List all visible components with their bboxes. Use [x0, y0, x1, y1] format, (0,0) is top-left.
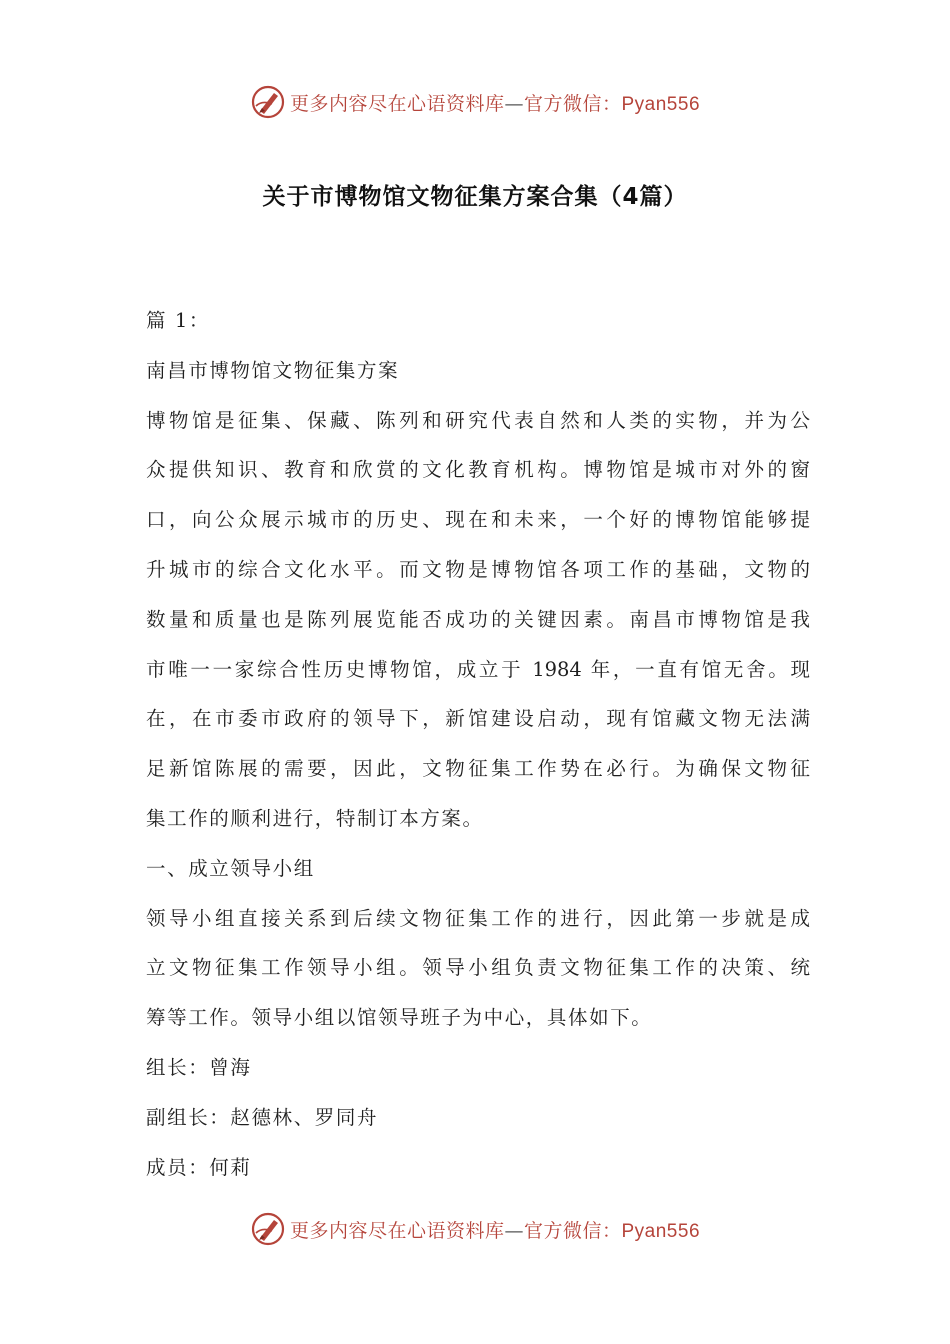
member-entry: 成员：何莉 [146, 1155, 252, 1179]
paragraph-line: 在，在市委市政府的领导下，新馆建设启动，现有馆藏文物无法满 [146, 707, 810, 731]
paragraph-line: 市唯一一家综合性历史博物馆，成立于 1984 年，一直有馆无舍。现 [146, 657, 810, 681]
document-title: 关于市博物馆文物征集方案合集（4篇） [262, 184, 688, 210]
paragraph-line: 众提供知识、教育和欣赏的文化教育机构。博物馆是城市对外的窗 [146, 458, 810, 482]
paragraph-line: 立文物征集工作领导小组。领导小组负责文物征集工作的决策、统 [146, 956, 810, 980]
paragraph-line: 筹等工作。领导小组以馆领导班子为中心，具体如下。 [146, 1006, 653, 1030]
document-body [146, 296, 810, 1192]
section-heading: 一、成立领导小组 [146, 856, 315, 880]
deputy-leader-entry: 副组长：赵德林、罗同舟 [146, 1105, 379, 1129]
paragraph-line: 博物馆是征集、保藏、陈列和研究代表自然和人类的实物，并为公 [146, 408, 810, 432]
paragraph-line: 集工作的顺利进行，特制订本方案。 [146, 806, 484, 830]
paragraph-line: 升城市的综合文化水平。而文物是博物馆各项工作的基础，文物的 [146, 557, 810, 581]
section-heading: 篇 1： [146, 309, 211, 332]
subsection-title: 南昌市博物馆文物征集方案 [146, 358, 400, 382]
paragraph-line: 口，向公众展示城市的历史、现在和未来，一个好的博物馆能够提 [146, 508, 810, 532]
pen-logo-icon [250, 1211, 286, 1247]
paragraph-line: 足新馆陈展的需要，因此，文物征集工作势在必行。为确保文物征 [146, 757, 810, 781]
footer-watermark-text: 更多内容尽在心语资料库—官方微信：Pyan556 [289, 1219, 701, 1242]
footer-watermark-banner [0, 1209, 950, 1249]
paragraph-line: 数量和质量也是陈列展览能否成功的关键因素。南昌市博物馆是我 [146, 607, 810, 631]
header-watermark-banner [0, 82, 950, 122]
header-watermark-text: 更多内容尽在心语资料库—官方微信：Pyan556 [289, 92, 701, 115]
leader-entry: 组长：曾海 [146, 1055, 252, 1079]
paragraph-line: 领导小组直接关系到后续文物征集工作的进行，因此第一步就是成 [146, 906, 810, 930]
pen-logo-icon [250, 84, 286, 120]
